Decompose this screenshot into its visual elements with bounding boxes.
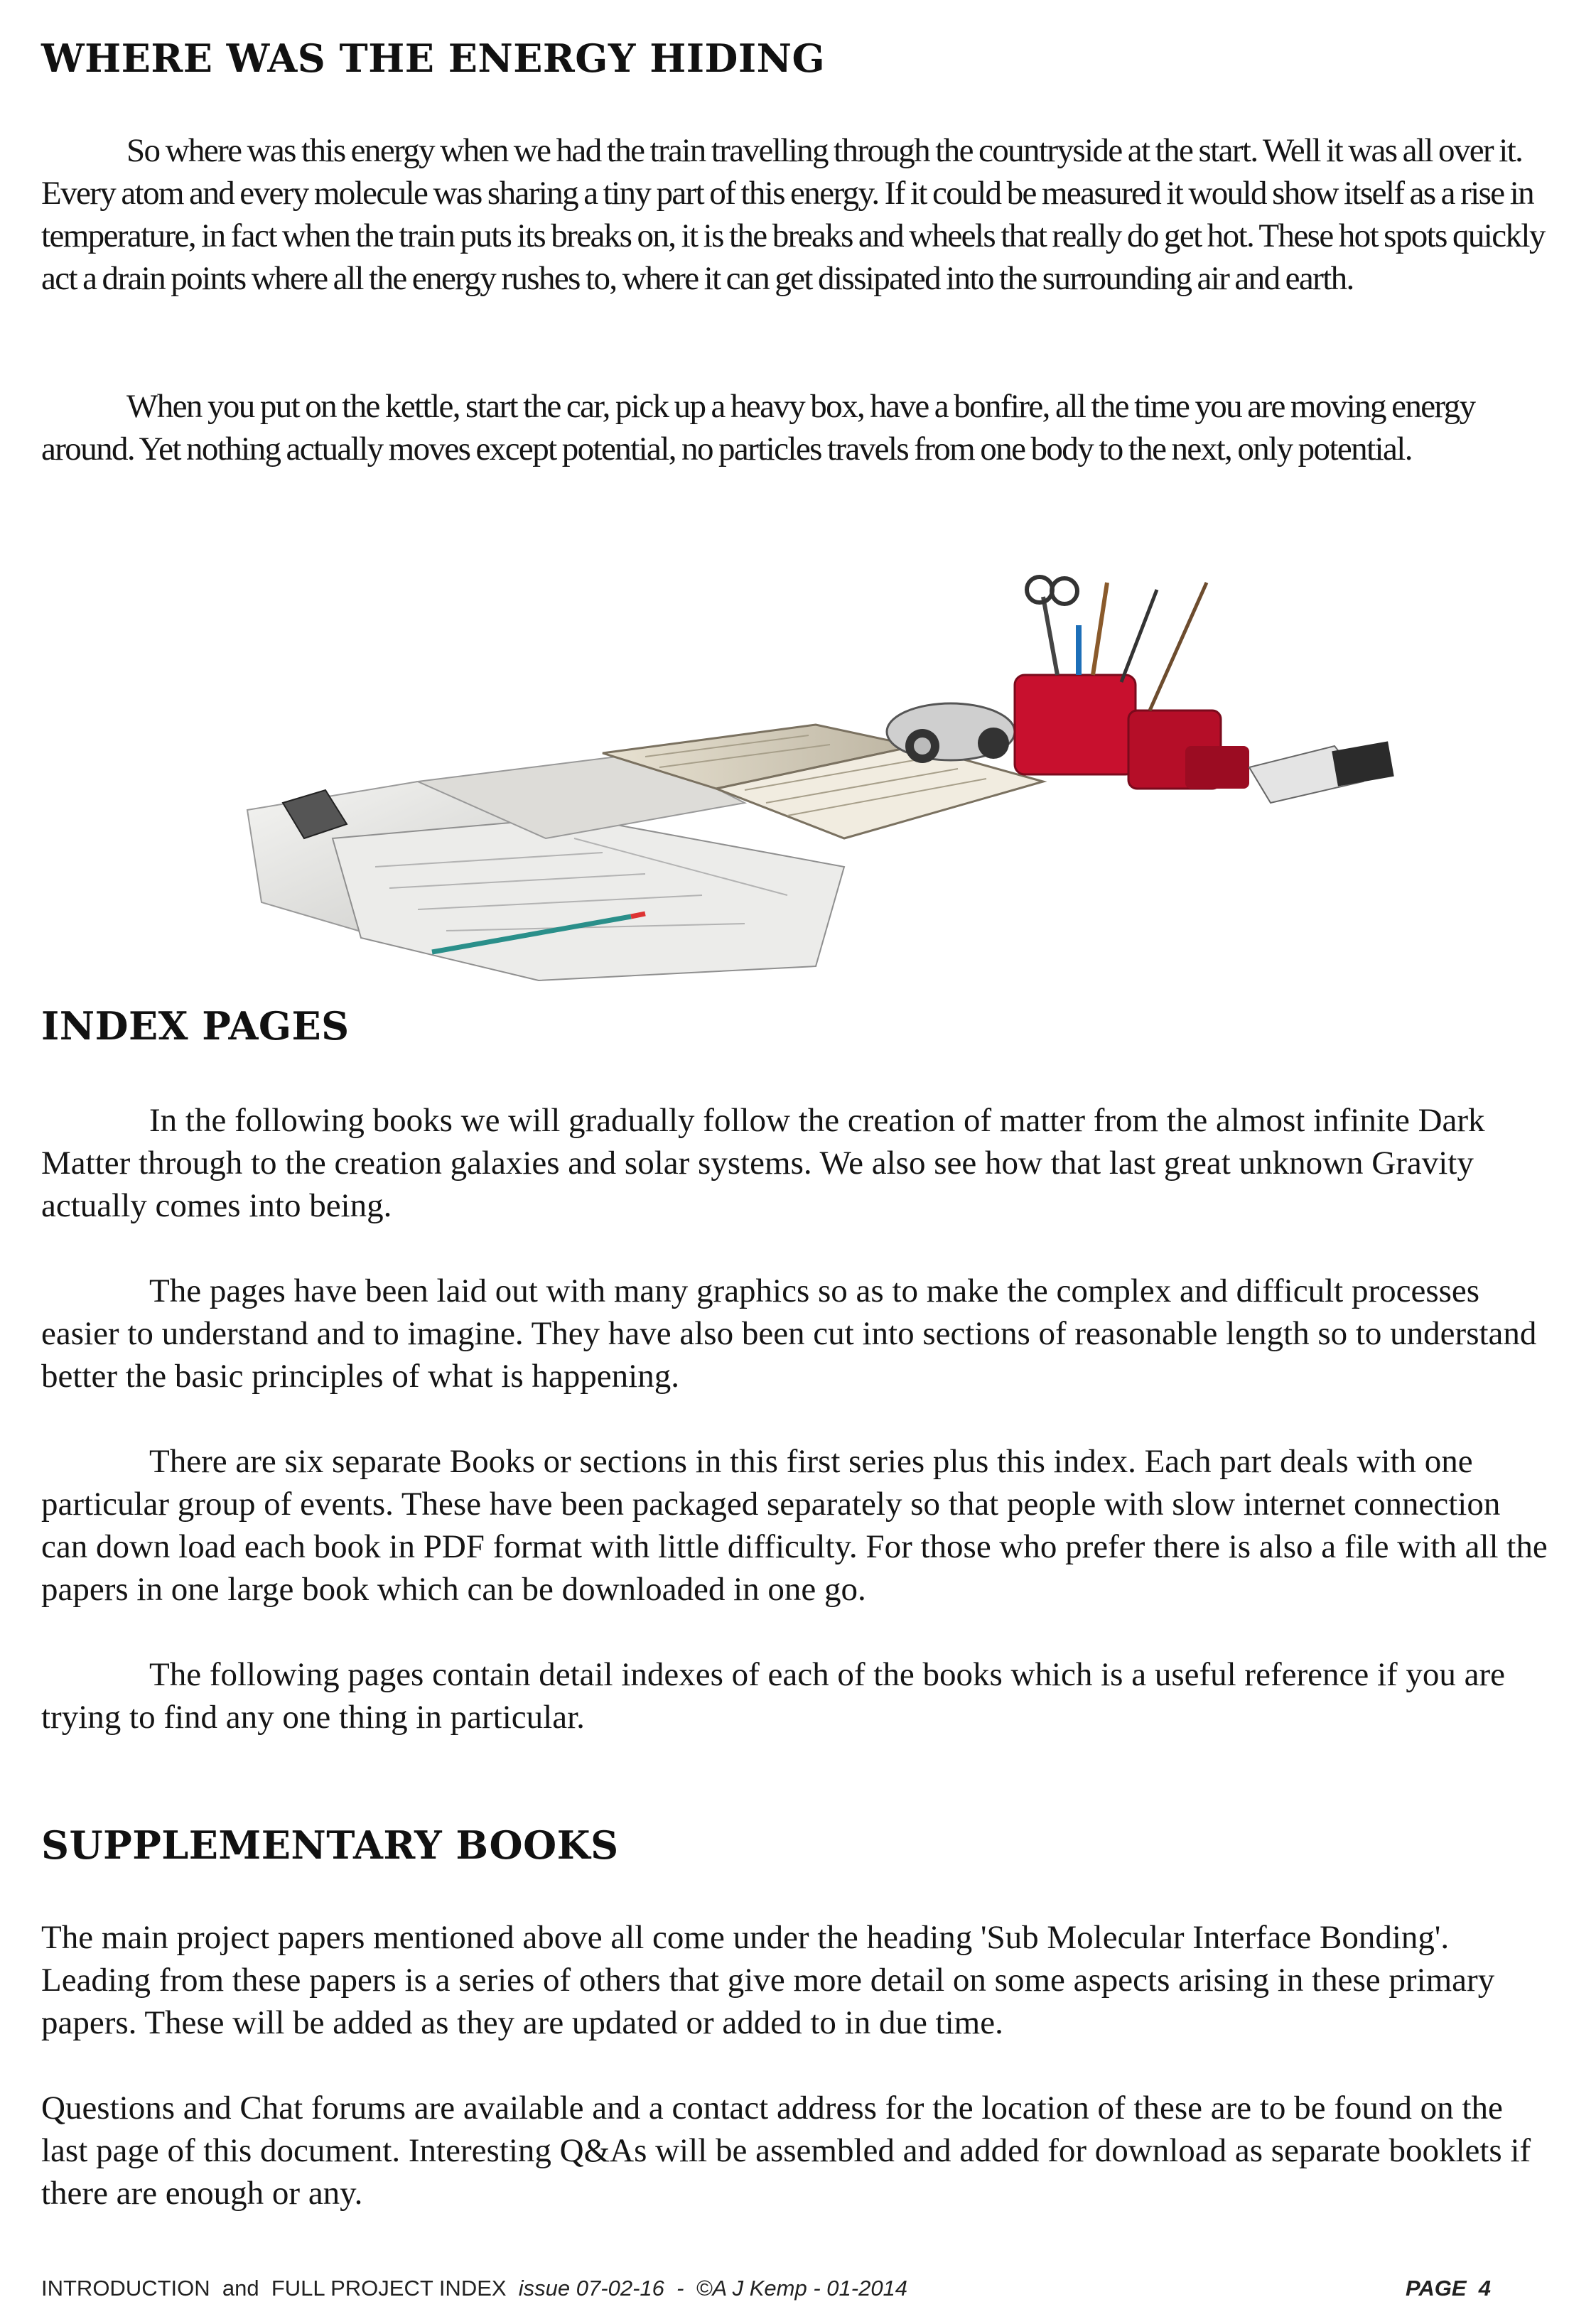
paragraph-energy-1: So where was this energy when we had the train travelling through the countryside at the start. Well it was all over it. Every atom and every molecule was sharing a tiny part of this energy. If it could be measured it would show itself as a rise in temperature, in fact when the train puts its breaks on, it is the breaks and wheels that really do get hot. These hot spots quickly act a drain points where all the energy rushes to, where it can get dissipated into the surrounding air and earth. — [41, 132, 1545, 297]
paragraph-energy-2: When you put on the kettle, start the car, pick up a heavy box, have a bonfire, all the time you are moving energy around. Yet nothing actually moves except potential, no particles travels from one body to the next, only potential. — [41, 388, 1475, 467]
footer-page-number: PAGE 4 — [1405, 2276, 1491, 2301]
paragraph-supplementary-2: Questions and Chat forums are available and a contact address for the location of these are to be found on the last page of this document. Interesting Q&As will be assembled and added for download as separate booklets if there are enough or any. — [41, 2090, 1531, 2212]
paragraph-index-4: The following pages contain detail indexes of each of the books which is a useful reference if you are trying to find any one thing in particular. — [41, 1656, 1506, 1736]
footer-issue: issue 07-02-16 - ©A J Kemp - 01-2014 — [518, 2276, 908, 2301]
heading-index-pages: INDEX PAGES — [41, 1003, 350, 1049]
desk-papers-illustration — [205, 568, 1455, 995]
heading-energy: WHERE WAS THE ENERGY HIDING — [41, 36, 826, 81]
footer-document-info — [41, 2276, 907, 2301]
paragraph-supplementary-1: The main project papers mentioned above all come under the heading 'Sub Molecular Interface Bonding'. Leading from these papers is a series of others that give more detail on some aspects arising in these primary papers. These will be added as they are updated or added to in due time. — [41, 1919, 1495, 2041]
paragraph-index-3: There are six separate Books or sections in this first series plus this index. Each part deals with one particular group of events. These have been packaged separately so that people with slow internet connection can down load each book in PDF format with little difficulty. For those who prefer there is also a file with all the papers in one large book which can be downloaded in one go. — [41, 1443, 1548, 1608]
heading-supplementary-books: SUPPLEMENTARY BOOKS — [41, 1822, 619, 1868]
footer-title: INTRODUCTION and FULL PROJECT INDEX — [41, 2276, 519, 2301]
paragraph-index-2: The pages have been laid out with many graphics so as to make the complex and difficult processes easier to understand and to imagine. They have also been cut into sections of reasonable length so to understand better the basic principles of what is happening. — [41, 1272, 1537, 1395]
paragraph-index-1: In the following books we will gradually follow the creation of matter from the almost infinite Dark Matter through to the creation galaxies and solar systems. We also see how that last great unknown Gravity actually comes into being. — [41, 1102, 1485, 1224]
page-footer — [41, 2276, 1491, 2304]
